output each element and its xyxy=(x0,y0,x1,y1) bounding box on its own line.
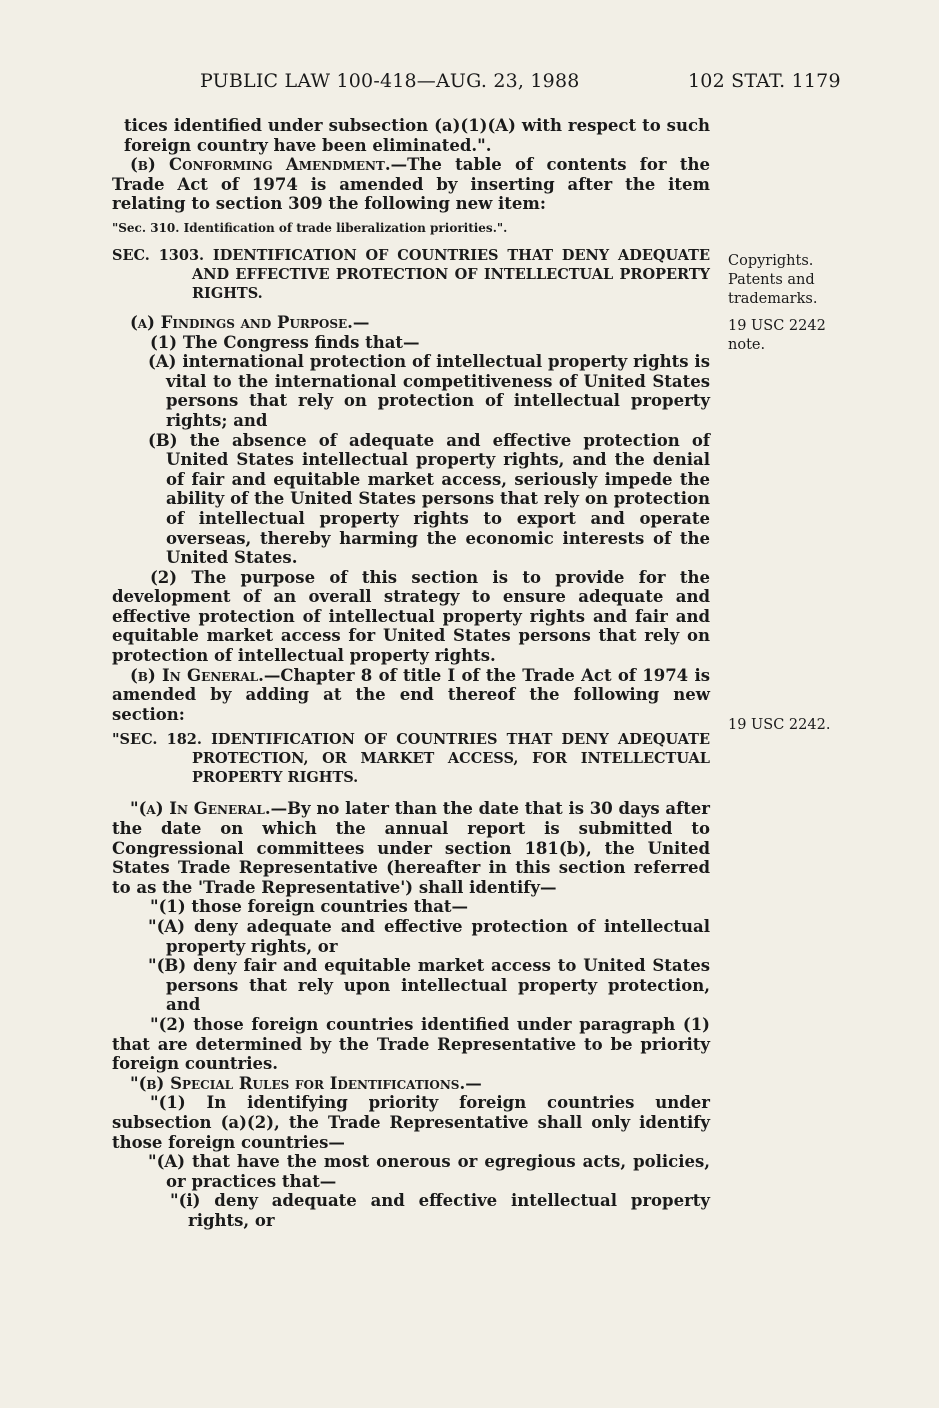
paragraph-a1A: (A) international protection of intellectual property rights is vital to the international competitiveness of United States persons that rely on protection of intellectual property rights; and xyxy=(148,352,710,430)
paragraph-a1B: (B) the absence of adequate and effective protection of United States intellectual property rights, and the denial of fair and equitable market access, seriously impede the ability of the United States persons that rely on protection of intellectual property rights to export and operate overseas, thereby harming the economic interests of the United States. xyxy=(148,430,710,568)
section-1303-heading: SEC. 1303. IDENTIFICATION OF COUNTRIES THAT DENY ADEQUATE AND EFFECTIVE PROTECTION OF INTELLECTUAL PROPERTY RIGHTS. xyxy=(112,246,710,302)
margin-note-copyrights xyxy=(728,252,918,309)
margin-note-line: trademarks. xyxy=(728,291,818,307)
paragraph-continuation: tices identified under subsection (a)(1)(A) with respect to such foreign country have been eliminated.". xyxy=(124,116,710,155)
subsection-heading: (b) In General. xyxy=(130,665,264,685)
statute-body xyxy=(112,116,710,1231)
margin-note-usc xyxy=(728,716,918,735)
page-number-stat: 102 STAT. 1179 xyxy=(688,70,841,92)
margin-note-line: 19 USC 2242 xyxy=(728,318,826,334)
quoted-paragraph-b1A: "(A) that have the most onerous or egregious acts, policies, or practices that— xyxy=(148,1152,710,1191)
table-of-contents-item: "Sec. 310. Identification of trade liberalization priorities.". xyxy=(112,220,508,235)
paragraph-a2: (2) The purpose of this section is to provide for the development of an overall strategy to ensure adequate and effective protection of intellectual property rights and fair and equitable market access for United States persons that rely on protection of intellectual property rights. xyxy=(112,567,710,666)
paragraph-text: —Chapter 8 of title I of the Trade Act of 1974 is amended by adding at the end thereof the following new section: xyxy=(112,665,711,724)
paragraph-text: —By no later than the date that is 30 days after the date on which the annual report is submitted to Congressional committees under section 181(b), the United States Trade Representative (hereafter in this section referred to as the 'Trade Representative') shall identify— xyxy=(112,799,711,897)
section-182-heading: "SEC. 182. IDENTIFICATION OF COUNTRIES THAT DENY ADEQUATE PROTECTION, OR MARKET ACCESS, FOR INTELLECTUAL PROPERTY RIGHTS. xyxy=(112,731,710,787)
quoted-paragraph-b1: "(1) In identifying priority foreign countries under subsection (a)(2), the Trade Representative shall only identify those foreign countries— xyxy=(112,1093,710,1152)
paragraph-text: —The table of contents for the Trade Act of 1974 is amended by inserting after the item relating to section 309 the following new item: xyxy=(112,155,710,214)
quoted-clause-b1Ai: "(i) deny adequate and effective intellectual property rights, or xyxy=(170,1191,710,1230)
subsection-heading: "(a) In General. xyxy=(130,799,271,819)
running-header-title: PUBLIC LAW 100-418—AUG. 23, 1988 xyxy=(200,70,580,92)
quoted-paragraph-1A: "(A) deny adequate and effective protection of intellectual property rights, or xyxy=(148,917,710,956)
subsection-b xyxy=(112,666,710,725)
margin-note-line: note. xyxy=(728,337,766,353)
margin-note-usc-note xyxy=(728,317,918,355)
dash: — xyxy=(465,1073,482,1093)
subsection-heading: (a) Findings and Purpose. xyxy=(130,312,353,332)
subsection-a-heading xyxy=(112,313,710,333)
subsection-heading: (b) Conforming Amendment. xyxy=(130,155,391,175)
margin-note-line: Copyrights. xyxy=(728,253,814,269)
quoted-paragraph-1: "(1) those foreign countries that— xyxy=(150,897,469,917)
quoted-subsection-a xyxy=(112,799,710,897)
quoted-paragraph-2: "(2) those foreign countries identified under paragraph (1) that are determined by the Trade Representative to be priority foreign countries. xyxy=(112,1014,710,1074)
paragraph-conforming-amendment xyxy=(112,155,710,214)
quoted-subsection-b-heading xyxy=(112,1074,710,1094)
dash: — xyxy=(352,312,370,332)
margin-note-line: 19 USC 2242. xyxy=(728,717,831,733)
paragraph-a1: (1) The Congress finds that— xyxy=(150,332,420,352)
margin-note-line: Patents and xyxy=(728,272,815,288)
subsection-heading: "(b) Special Rules for Identifications. xyxy=(130,1073,466,1093)
quoted-paragraph-1B: "(B) deny fair and equitable market access to United States persons that rely upon intellectual property protection, and xyxy=(148,956,710,1015)
